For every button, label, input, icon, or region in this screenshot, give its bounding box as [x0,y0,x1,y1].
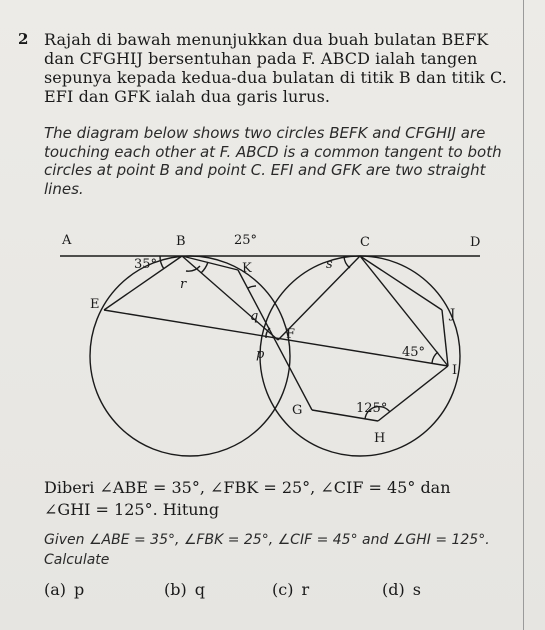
label-i: I [452,363,458,378]
angle-arc-q [248,286,256,288]
angle-arc-cif [432,352,438,363]
part-c-var: r [301,580,310,599]
part-d-var: s [412,580,421,599]
label-r: r [180,277,187,292]
label-c: C [360,235,370,250]
angle-arc-abe [160,256,164,269]
part-c-label: (c) [272,580,294,599]
line-ji [442,310,448,366]
part-d-label: (d) [382,580,405,599]
part-c [272,580,309,599]
given-english [44,530,524,570]
label-g: G [292,403,303,418]
question-number: 2 [18,30,29,48]
question-parts [44,580,514,604]
part-a-var: p [74,580,85,599]
label-q: q [250,309,259,324]
label-b: B [176,234,186,249]
label-h: H [374,431,386,446]
label-j: J [450,307,456,322]
part-d [382,580,421,599]
label-s: s [326,257,333,272]
given-malay-line-1: Diberi ∠ABE = 35°, ∠FBK = 25°, ∠CIF = 45° dan [44,478,451,497]
question-text-english: The diagram below shows two circles BEFK and CFGHIJ are touching each other at F. ABCD is a common tangent to both circles at point B and point C. EFI and GFK are two straight lines. [44,124,502,198]
label-angle-ghi: 125° [356,401,388,416]
line-hi [378,366,448,421]
label-k: K [242,261,252,276]
given-english-line-1: Given ∠ABE = 35°, ∠FBK = 25°, ∠CIF = 45° and ∠GHI = 125°. [44,532,490,548]
part-b [164,580,205,599]
given-malay-line-2: ∠GHI = 125°. Hitung [44,500,220,519]
label-f: F [286,327,296,342]
circles-diagram [60,228,500,458]
label-e: E [90,297,100,312]
label-p: p [256,347,265,362]
line-efi [104,310,448,366]
given-malay [44,477,524,521]
label-angle-fbk: 25° [234,233,258,248]
part-a-label: (a) [44,580,67,599]
label-angle-cif: 45° [402,345,426,360]
label-a: A [62,233,72,248]
angle-arc-fbk [201,262,208,273]
part-b-label: (b) [164,580,187,599]
line-gfk [238,270,312,410]
given-english-line-2: Calculate [44,552,110,568]
part-b-var: q [194,580,205,599]
part-a [44,580,84,599]
question-text-malay: Rajah di bawah menunjukkan dua buah bulatan BEFK dan CFGHIJ bersentuhan pada F. ABCD ialah tangen sepunya kepada kedua-dua bulatan di titik B dan titik C. EFI dan GFK ialah dua garis lurus. [44,30,507,106]
label-d: D [470,235,481,250]
label-angle-abe: 35° [134,257,158,272]
